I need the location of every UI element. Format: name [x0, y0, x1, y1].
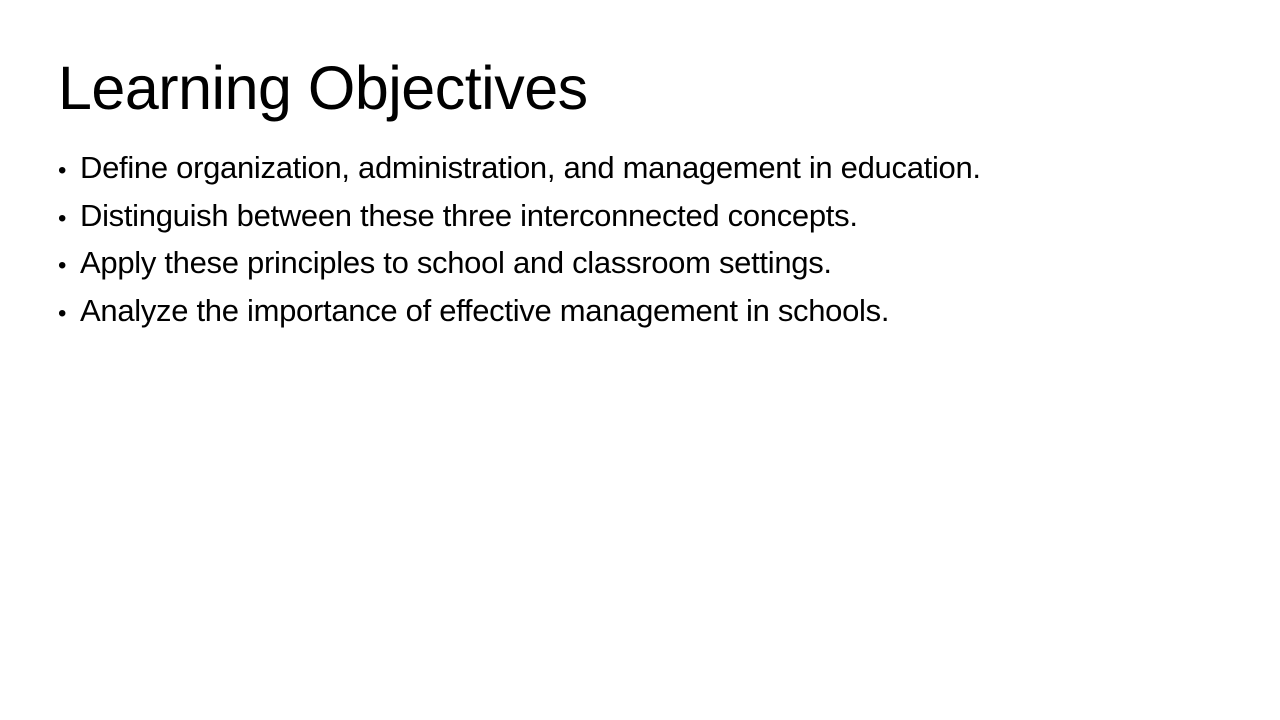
list-item [58, 144, 981, 192]
bullet-icon: • [58, 299, 67, 327]
bullet-text: Distinguish between these three interconnected concepts. [80, 197, 858, 233]
bullet-text: Define organization, administration, and management in education. [80, 150, 981, 185]
list-item [58, 239, 981, 287]
bullet-icon: • [58, 204, 67, 232]
bullet-text: Apply these principles to school and classroom settings. [80, 245, 832, 280]
bullet-icon: • [58, 252, 67, 279]
bullet-icon: • [58, 157, 67, 184]
bullet-text: Analyze the importance of effective management in schools. [80, 292, 890, 328]
bullet-list [58, 144, 981, 334]
list-item [58, 287, 981, 335]
list-item [58, 192, 981, 240]
slide-title: Learning Objectives [58, 54, 588, 122]
